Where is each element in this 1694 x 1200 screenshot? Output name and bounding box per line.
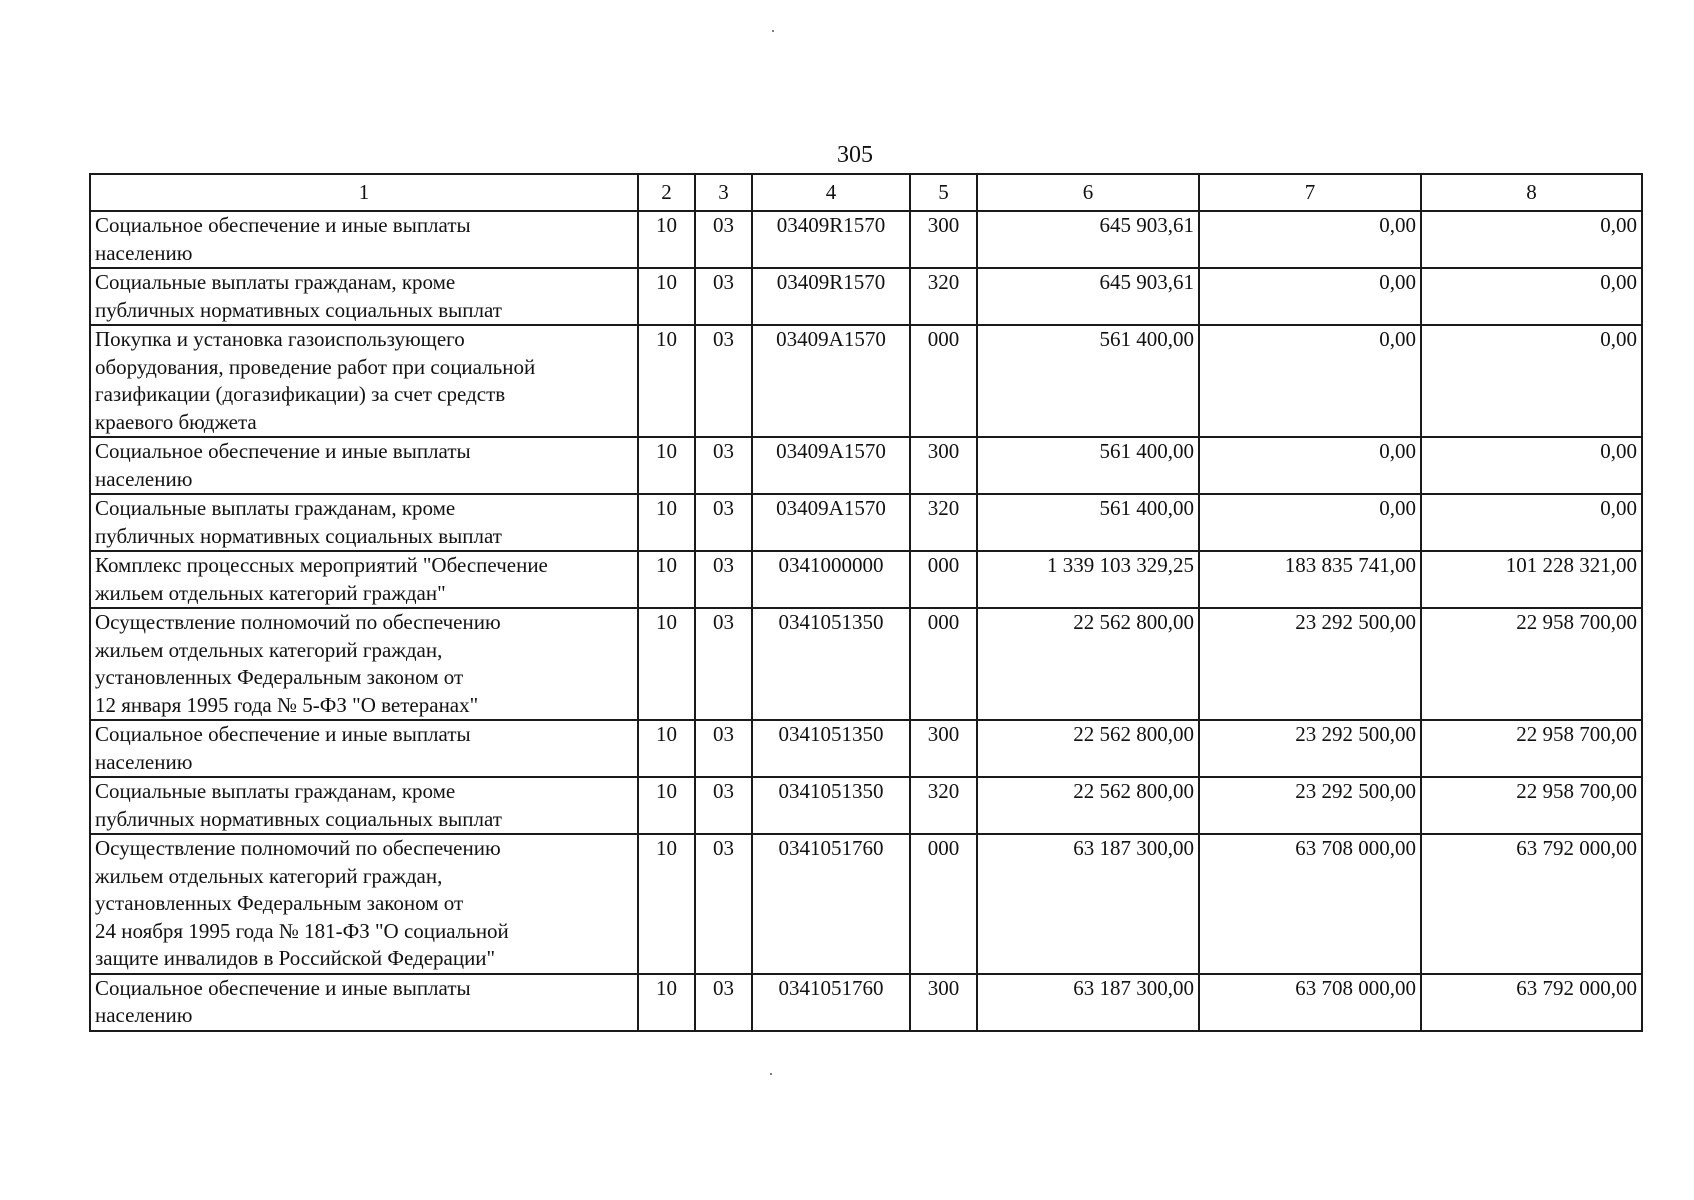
table-row [90,777,1642,834]
section-code-cell: 10 [638,608,695,720]
expense-type-cell: 000 [910,608,977,720]
expense-type-cell: 000 [910,834,977,974]
table-row [90,325,1642,437]
target-article-cell: 0341051760 [752,834,910,974]
amount-col-7-cell: 23 292 500,00 [1199,777,1421,834]
row-name-cell [90,777,638,834]
row-name-cell [90,437,638,494]
row-name-line: Покупка и установка газоиспользующего [95,327,465,351]
row-name-line: населению [95,749,193,774]
subsection-code-cell: 03 [695,974,752,1031]
amount-col-7-cell: 0,00 [1199,437,1421,494]
amount-col-8-cell: 22 958 700,00 [1421,777,1642,834]
subsection-code-cell: 03 [695,777,752,834]
target-article-cell: 0341000000 [752,551,910,608]
amount-col-8-cell: 0,00 [1421,494,1642,551]
expense-type-cell: 300 [910,211,977,268]
row-name-line: жильем отдельных категорий граждан, [95,637,443,662]
subsection-code-cell: 03 [695,608,752,720]
row-name-line: 12 января 1995 года № 5-ФЗ "О ветеранах" [95,692,479,717]
target-article-cell: 0341051350 [752,777,910,834]
section-code-cell: 10 [638,494,695,551]
row-name-line: публичных нормативных социальных выплат [95,523,502,548]
table-row [90,437,1642,494]
amount-col-6-cell: 22 562 800,00 [977,777,1199,834]
section-code-cell: 10 [638,325,695,437]
subsection-code-cell: 03 [695,720,752,777]
row-name-line: населению [95,466,193,491]
row-name-line: Комплекс процессных мероприятий "Обеспечение [95,553,548,577]
table-row [90,608,1642,720]
amount-col-7-cell: 0,00 [1199,211,1421,268]
amount-col-6-cell: 1 339 103 329,25 [977,551,1199,608]
row-name-line: Социальные выплаты гражданам, кроме [95,270,456,294]
subsection-code-cell: 03 [695,494,752,551]
amount-col-7-cell: 63 708 000,00 [1199,974,1421,1031]
table-row [90,974,1642,1031]
row-name-cell [90,551,638,608]
row-name-line: Социальное обеспечение и иные выплаты [95,213,471,237]
row-name-line: Осуществление полномочий по обеспечению [95,610,501,634]
header-col-6: 6 [977,174,1199,211]
target-article-cell: 03409A1570 [752,437,910,494]
row-name-cell [90,974,638,1031]
table-row [90,494,1642,551]
section-code-cell: 10 [638,211,695,268]
amount-col-7-cell: 63 708 000,00 [1199,834,1421,974]
expense-type-cell: 300 [910,720,977,777]
target-article-cell: 0341051350 [752,608,910,720]
row-name-line: оборудования, проведение работ при социальной [95,354,536,379]
row-name-line: Социальные выплаты гражданам, кроме [95,779,456,803]
amount-col-6-cell: 645 903,61 [977,211,1199,268]
amount-col-6-cell: 561 400,00 [977,325,1199,437]
amount-col-8-cell: 22 958 700,00 [1421,608,1642,720]
amount-col-8-cell: 101 228 321,00 [1421,551,1642,608]
amount-col-7-cell: 0,00 [1199,268,1421,325]
amount-col-6-cell: 63 187 300,00 [977,974,1199,1031]
row-name-line: газификации (догазификации) за счет средств [95,382,506,406]
subsection-code-cell: 03 [695,211,752,268]
section-code-cell: 10 [638,834,695,974]
header-col-1: 1 [90,174,638,211]
amount-col-8-cell: 63 792 000,00 [1421,974,1642,1031]
row-name-line: 24 ноября 1995 года № 181-ФЗ "О социальной [95,918,509,943]
scan-speck [770,1073,772,1075]
row-name-line: публичных нормативных социальных выплат [95,806,502,831]
amount-col-6-cell: 561 400,00 [977,437,1199,494]
amount-col-6-cell: 561 400,00 [977,494,1199,551]
amount-col-8-cell: 0,00 [1421,211,1642,268]
expense-type-cell: 000 [910,551,977,608]
amount-col-6-cell: 22 562 800,00 [977,608,1199,720]
subsection-code-cell: 03 [695,834,752,974]
target-article-cell: 03409A1570 [752,494,910,551]
amount-col-8-cell: 63 792 000,00 [1421,834,1642,974]
section-code-cell: 10 [638,777,695,834]
row-name-line: краевого бюджета [95,409,257,434]
expense-type-cell: 300 [910,974,977,1031]
row-name-line: Социальные выплаты гражданам, кроме [95,496,456,520]
table-row [90,211,1642,268]
row-name-line: населению [95,240,193,265]
amount-col-8-cell: 22 958 700,00 [1421,720,1642,777]
amount-col-7-cell: 0,00 [1199,494,1421,551]
row-name-cell [90,494,638,551]
target-article-cell: 03409R1570 [752,268,910,325]
subsection-code-cell: 03 [695,268,752,325]
header-col-4: 4 [752,174,910,211]
row-name-cell [90,608,638,720]
page-number: 305 [837,142,873,168]
header-col-2: 2 [638,174,695,211]
subsection-code-cell: 03 [695,437,752,494]
section-code-cell: 10 [638,268,695,325]
row-name-line: жильем отдельных категорий граждан" [95,580,446,605]
amount-col-8-cell: 0,00 [1421,268,1642,325]
section-code-cell: 10 [638,551,695,608]
row-name-cell [90,834,638,974]
row-name-cell [90,325,638,437]
expense-type-cell: 320 [910,268,977,325]
row-name-line: Социальное обеспечение и иные выплаты [95,439,471,463]
table-row [90,720,1642,777]
header-row [90,174,1642,211]
row-name-line: публичных нормативных социальных выплат [95,297,502,322]
expense-type-cell: 000 [910,325,977,437]
header-col-5: 5 [910,174,977,211]
target-article-cell: 03409A1570 [752,325,910,437]
target-article-cell: 03409R1570 [752,211,910,268]
target-article-cell: 0341051350 [752,720,910,777]
budget-table-container [89,173,1643,1032]
amount-col-6-cell: 22 562 800,00 [977,720,1199,777]
row-name-line: жильем отдельных категорий граждан, [95,863,443,888]
table-row [90,551,1642,608]
row-name-cell [90,211,638,268]
header-col-7: 7 [1199,174,1421,211]
amount-col-6-cell: 63 187 300,00 [977,834,1199,974]
target-article-cell: 0341051760 [752,974,910,1031]
row-name-line: установленных Федеральным законом от [95,665,464,689]
row-name-line: Социальное обеспечение и иные выплаты [95,722,471,746]
amount-col-7-cell: 183 835 741,00 [1199,551,1421,608]
section-code-cell: 10 [638,974,695,1031]
row-name-line: Осуществление полномочий по обеспечению [95,836,501,860]
subsection-code-cell: 03 [695,551,752,608]
amount-col-6-cell: 645 903,61 [977,268,1199,325]
amount-col-7-cell: 23 292 500,00 [1199,608,1421,720]
table-row [90,834,1642,974]
expense-type-cell: 320 [910,777,977,834]
row-name-line: Социальное обеспечение и иные выплаты [95,975,471,1000]
row-name-cell [90,720,638,777]
amount-col-8-cell: 0,00 [1421,325,1642,437]
header-col-3: 3 [695,174,752,211]
row-name-cell [90,268,638,325]
section-code-cell: 10 [638,437,695,494]
row-name-line: установленных Федеральным законом от [95,891,464,915]
amount-col-7-cell: 0,00 [1199,325,1421,437]
section-code-cell: 10 [638,720,695,777]
subsection-code-cell: 03 [695,325,752,437]
table-row [90,268,1642,325]
amount-col-7-cell: 23 292 500,00 [1199,720,1421,777]
expense-type-cell: 300 [910,437,977,494]
scan-speck [772,30,774,32]
row-name-line: защите инвалидов в Российской Федерации" [95,946,496,970]
row-name-line: населению [95,1003,193,1027]
expense-type-cell: 320 [910,494,977,551]
header-col-8: 8 [1421,174,1642,211]
budget-table [89,173,1643,1032]
table-body [90,211,1642,1031]
amount-col-8-cell: 0,00 [1421,437,1642,494]
